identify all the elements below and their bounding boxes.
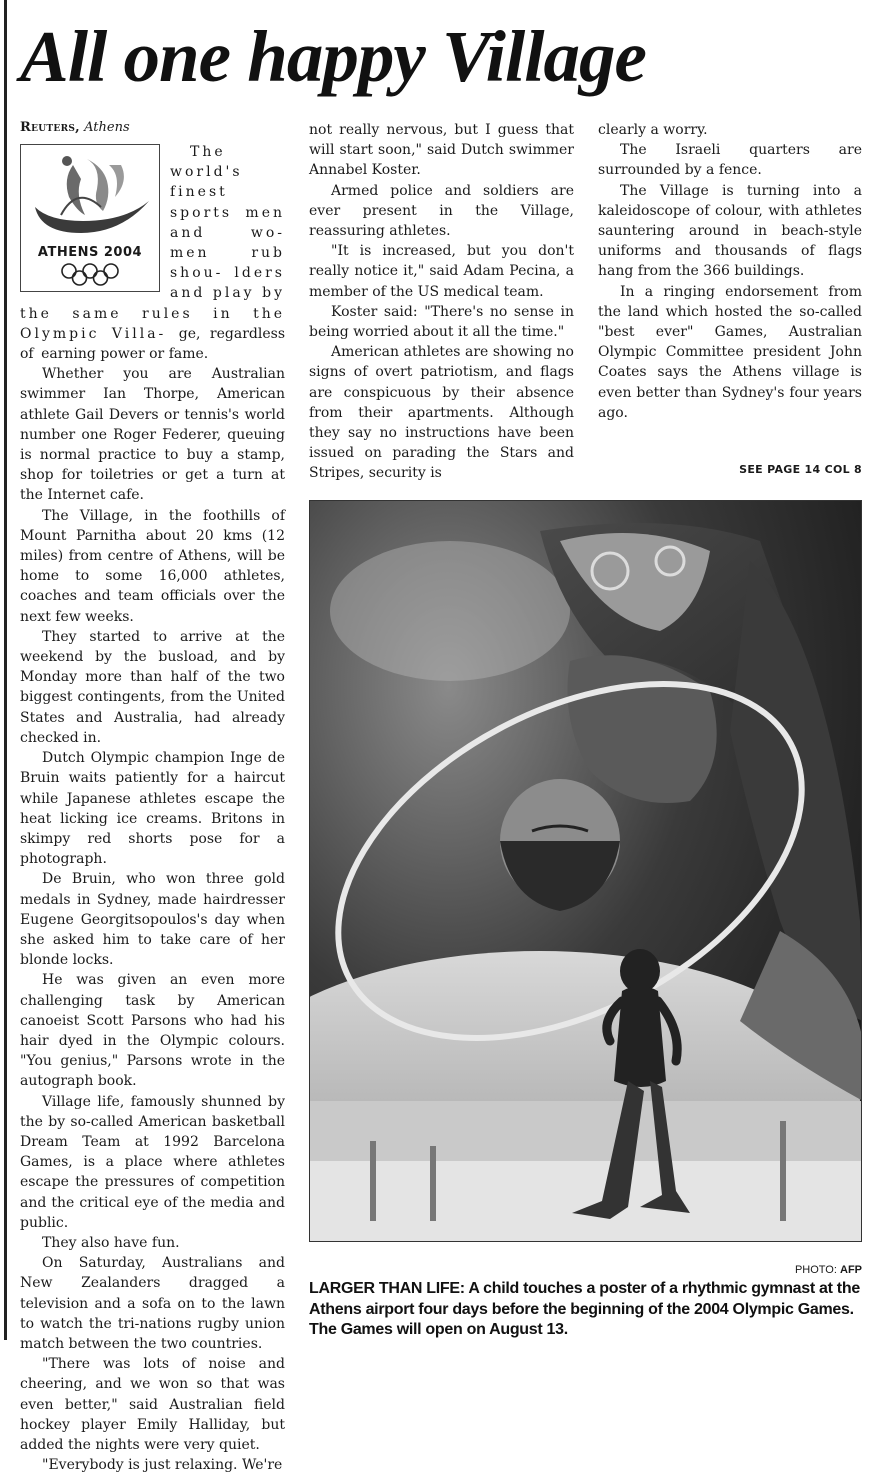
olive-wreath-emblem-icon [21, 145, 159, 245]
photo-credit: PHOTO: AFP [794, 1264, 862, 1276]
body-paragraph: "There was lots of noise and cheering, and we won so that was even better," said Australian field hockey player Emily Halliday, but added the nights were very quiet. [20, 1356, 285, 1453]
lead-paragraph: The world's finest sports men and wo- men rub shou- lders and play by the same rules in the Olympic Villa- ge, regardless of earning power or fame. [20, 144, 286, 363]
article-column-1 [20, 120, 285, 1475]
body-paragraph: On Saturday, Australians and New Zealanders dragged a television and a sofa on to the lawn to watch the tri-nations rugby union match between the two countries. [20, 1255, 285, 1352]
byline [20, 120, 285, 136]
headline: All one happy Village [20, 16, 646, 97]
photo-illustration [310, 501, 862, 1242]
body-paragraph: Armed police and soldiers are ever present in the Village, reassuring athletes. [309, 182, 574, 240]
article-column-3 [598, 120, 862, 423]
byline-place: Athens [84, 120, 130, 135]
body-paragraph: They started to arrive at the weekend by the busload, and by Monday more than half of the two biggest contingents, from the United States and Australia, had already checked in. [20, 628, 285, 746]
left-column-rule [4, 0, 7, 1340]
logo-label: ATHENS 2004 [37, 245, 143, 260]
article-column-2 [309, 120, 574, 484]
body-paragraph: The Village is turning into a kaleidoscope of colour, with athletes sauntering around in beach-style uniforms and thousands of flags hang from the 366 buildings. [598, 182, 862, 280]
continuation-jump: SEE PAGE 14 COL 8 [739, 463, 862, 476]
body-paragraph: American athletes are showing no signs of overt patriotism, and flags are conspicuous by their absence from their apartments. Although they say no instructions have been issued on parading the Stars and Stripes, security is [309, 344, 574, 482]
body-paragraph: He was given an even more challenging task by American canoeist Scott Parsons who had his hair dyed in the Olympic colours. "You genius," Parsons wrote in the autograph book. [20, 972, 285, 1090]
body-paragraph: Whether you are Australian swimmer Ian Thorpe, American athlete Gail Devers or tennis's world number one Roger Federer, queuing is normal practice to buy a stamp, shop for toiletries or get a turn at the Internet cafe. [20, 366, 285, 504]
photo-caption: LARGER THAN LIFE: A child touches a poster of a rhythmic gymnast at the Athens airport four days before the beginning of the 2004 Olympic Games. The Games will open on August 13. [309, 1280, 860, 1338]
body-paragraph-continued: not really nervous, but I guess that will start soon," said Dutch swimmer Annabel Koster. [309, 122, 574, 179]
byline-agency: Reuters, [20, 120, 80, 135]
body-paragraph: "Everybody is just relaxing. We're [42, 1457, 283, 1474]
body-paragraph: The Village, in the foothills of Mount Parnitha about 20 kms (12 miles) from centre of Athens, will be home to some 16,000 athletes, coaches and team officials over the next few weeks. [20, 507, 285, 625]
body-paragraph: In a ringing endorsement from the land which hosted the so-called "best ever" Games, Australian Olympic Committee president John Coates says the Athens village is even better than Sydney's four years ago. [598, 283, 862, 421]
athens-2004-logo [20, 144, 160, 292]
body-paragraph: They also have fun. [42, 1234, 180, 1251]
body-paragraph: Village life, famously shunned by the by so-called American basketball Dream Team at 1992 Barcelona Games, is a place where athletes escape the pressures of competition and the critical eye of the media and public. [20, 1093, 285, 1231]
body-paragraph-continued: clearly a worry. [598, 122, 708, 138]
body-paragraph: Koster said: "There's no sense in being worried about it all the time." [309, 303, 574, 341]
body-paragraph: De Bruin, who won three gold medals in Sydney, made hairdresser Eugene Georgitsopoulos's day when she asked him to take care of her blonde locks. [20, 871, 285, 969]
body-paragraph: "It is increased, but you don't really notice it," said Adam Pecina, a member of the US medical team. [309, 243, 574, 300]
olympic-rings-icon [59, 263, 121, 287]
body-paragraph: The Israeli quarters are surrounded by a fence. [598, 142, 862, 179]
body-paragraph: Dutch Olympic champion Inge de Bruin waits patiently for a haircut while Japanese athletes escape the heat licking ice creams. Britons in skimpy red shorts pose for a photograph. [20, 750, 285, 868]
gymnast-poster-photo [309, 500, 862, 1242]
